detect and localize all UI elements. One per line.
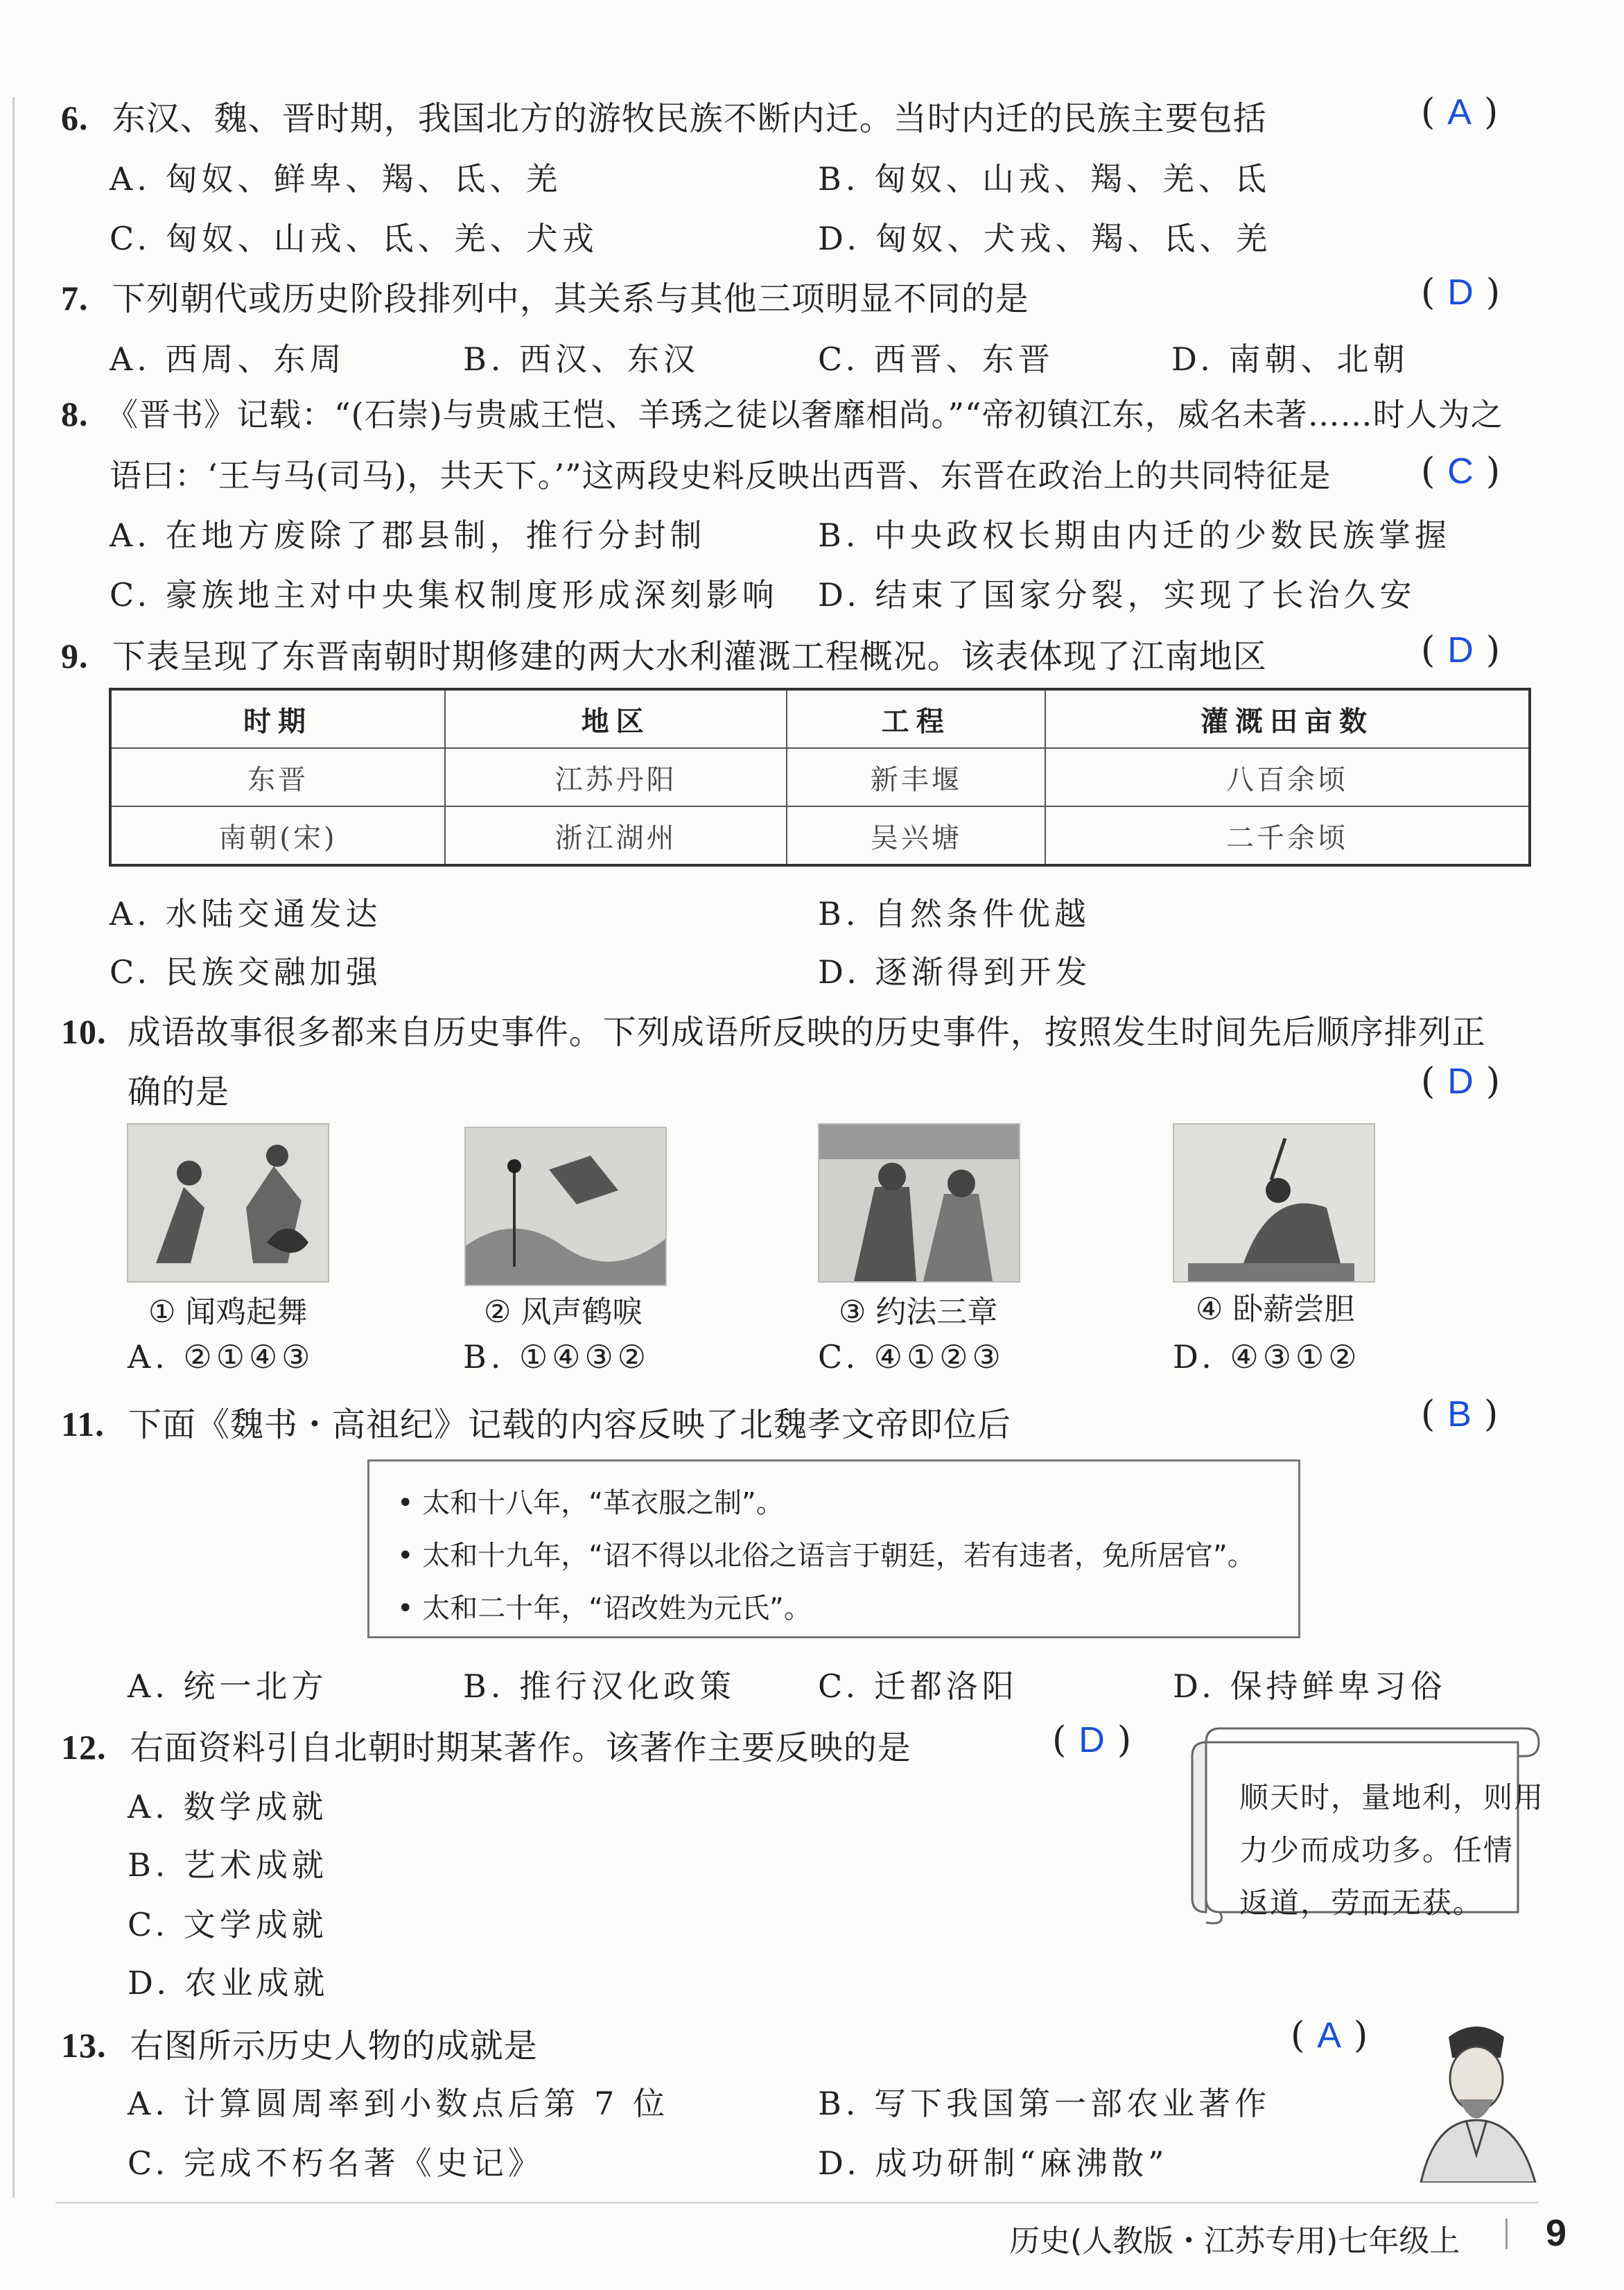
table-header: 地区 [445,689,787,748]
footer-book-title: 历史(人教版・江苏专用)七年级上 [1009,2223,1460,2259]
idiom-illustration-3 [818,1123,1020,1283]
idiom-caption-2: ② 风声鹤唳 [484,1294,643,1330]
option-8b: B. 中央政权长期由内迁的少数民族掌握 [818,517,1451,554]
scroll-line: 力少而成功多。任情 [1239,1833,1514,1867]
answer-8: ( C ) [1421,451,1501,492]
option-7d: D. 南朝、北朝 [1171,340,1409,378]
option-10a: A. ②①④③ [128,1338,315,1376]
table-cell: 八百余顷 [1045,748,1530,806]
footer-divider [1505,2219,1508,2249]
source-scroll [1178,1725,1545,1926]
idiom-illustration-2 [464,1127,667,1286]
table-header-row [110,689,1530,748]
scroll-line: 顺天时，量地利，则用 [1239,1780,1545,1814]
table-cell: 东晋 [110,748,445,806]
option-8c: C. 豪族地主对中央集权制度形成深刻影响 [110,576,778,614]
option-13b: B. 写下我国第一部农业著作 [818,2085,1271,2122]
option-6d: D. 匈奴、犬戎、羯、氐、羌 [818,220,1272,257]
question-10-stem: 10. 成语故事很多都来自历史事件。下列成语所反映的历史事件，按照发生时间先后顺序排列正 [61,1012,1486,1052]
idiom-caption-1: ① 闻鸡起舞 [148,1294,308,1330]
answer-13: ( A ) [1291,2015,1368,2056]
question-8-stem: 8. 《晋书》记载：“(石崇)与贵戚王恺、羊琇之徒以奢靡相尚。”“帝初镇江东，威名未著……时人为之 [61,394,1503,433]
option-11d: D. 保持鲜卑习俗 [1173,1667,1447,1705]
question-10-stem-cont: 确的是 [128,1073,230,1111]
answer-11: ( B ) [1421,1394,1499,1435]
option-6c: C. 匈奴、山戎、氐、羌、犬戎 [110,220,598,257]
option-12a: A. 数学成就 [128,1788,328,1825]
option-6a: A. 匈奴、鲜卑、羯、氐、羌 [110,160,562,198]
quote-line: • 太和十九年，“诏不得以北俗之语言于朝廷，若有违者，免所居官”。 [397,1540,1255,1572]
weishu-quote-box [367,1459,1300,1638]
option-9a: A. 水陆交通发达 [110,895,382,933]
table-cell: 新丰堰 [787,748,1045,806]
table-header: 时期 [110,689,445,748]
option-9b: B. 自然条件优越 [818,895,1091,933]
table-cell: 南朝(宋) [110,806,445,865]
option-13a: A. 计算圆周率到小数点后第 7 位 [128,2085,669,2122]
option-11b: B. 推行汉化政策 [463,1667,736,1705]
option-9c: C. 民族交融加强 [110,953,382,991]
option-10c: C. ④①②③ [818,1338,1005,1376]
option-7c: C. 西晋、东晋 [818,340,1054,378]
quote-line: • 太和二十年，“诏改姓为元氏”。 [397,1593,812,1624]
option-7a: A. 西周、东周 [110,340,346,378]
answer-9: ( D ) [1421,630,1501,671]
answer-7: ( D ) [1421,272,1501,313]
option-9d: D. 逐渐得到开发 [818,953,1092,991]
question-8-stem-cont: 语曰：‘王与马(司马)，共天下。’”这两段史料反映出西晋、东晋在政治上的共同特征是 [110,457,1331,494]
idiom-caption-4: ④ 卧薪尝胆 [1196,1292,1355,1327]
table-row [110,806,1530,865]
table-header: 灌溉田亩数 [1045,689,1530,748]
question-13-stem: 13. 右图所示历史人物的成就是 [61,2026,538,2065]
option-6b: B. 匈奴、山戎、羯、羌、氐 [818,160,1271,198]
option-7b: B. 西汉、东汉 [463,340,700,378]
idiom-illustration-1 [127,1123,329,1283]
option-11a: A. 统一北方 [128,1667,328,1705]
option-10d: D. ④③①② [1173,1338,1361,1376]
scroll-line: 返道，劳而无获。 [1239,1886,1484,1920]
table-header: 工程 [787,689,1045,748]
option-12b: B. 艺术成就 [128,1846,329,1884]
option-8d: D. 结束了国家分裂，实现了长治久安 [818,576,1416,614]
table-cell: 浙江湖州 [445,806,787,865]
option-12d: D. 农业成就 [128,1964,329,2002]
option-11c: C. 迁都洛阳 [818,1667,1018,1705]
footer-rule [55,2202,1539,2203]
table-cell: 吴兴塘 [787,806,1045,865]
question-number: 6. [61,98,89,137]
table-cell: 二千余顷 [1045,806,1530,865]
answer-12: ( D ) [1052,1719,1132,1761]
option-13d: D. 成功研制“麻沸散” [818,2144,1169,2182]
answer-10: ( D ) [1421,1061,1501,1102]
question-7-stem: 7. 下列朝代或历史阶段排列中，其关系与其他三项明显不同的是 [61,279,1029,318]
question-12-stem: 12. 右面资料引自北朝时期某著作。该著作主要反映的是 [61,1728,911,1767]
idiom-caption-3: ③ 约法三章 [839,1294,998,1330]
quote-line: • 太和十八年，“革衣服之制”。 [397,1487,784,1519]
table-cell: 江苏丹阳 [445,748,787,806]
option-10b: B. ①④③② [463,1338,651,1376]
idiom-illustration-4 [1173,1123,1375,1283]
option-8a: A. 在地方废除了郡县制，推行分封制 [110,517,706,554]
answer-6: ( A ) [1421,92,1499,133]
left-margin-rule [12,97,15,2198]
table-row [110,748,1530,806]
question-6-stem: 6. 东汉、魏、晋时期，我国北方的游牧民族不断内迁。当时内迁的民族主要包括 [61,98,1267,138]
option-13c: C. 完成不朽名著《史记》 [128,2144,544,2182]
option-12c: C. 文学成就 [128,1906,328,1943]
question-11-stem: 11. 下面《魏书・高祖纪》记载的内容反映了北魏孝文帝即位后 [61,1405,1012,1444]
irrigation-table [109,688,1531,867]
question-9-stem: 9. 下表呈现了东晋南朝时期修建的两大水利灌溉工程概况。该表体现了江南地区 [61,636,1267,676]
historical-figure-portrait [1407,2016,1546,2183]
page-number: 9 [1546,2212,1567,2254]
